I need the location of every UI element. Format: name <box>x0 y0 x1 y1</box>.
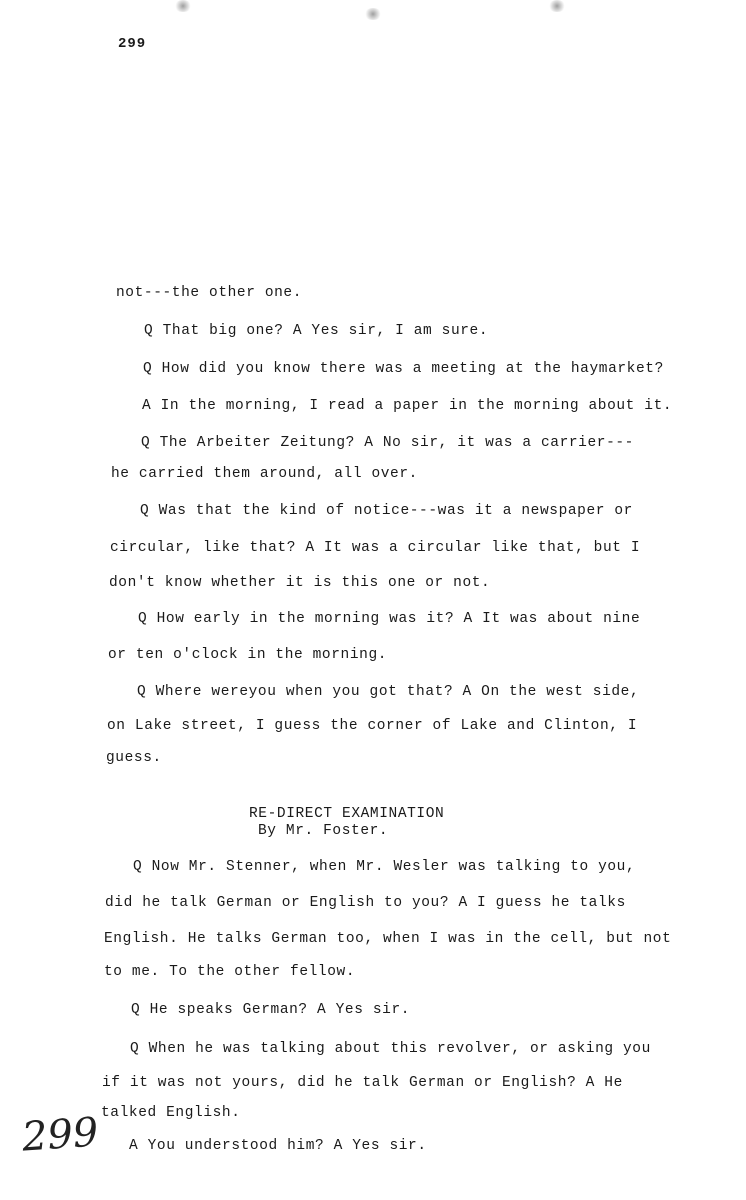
text-line: or ten o'clock in the morning. <box>108 647 388 663</box>
text-line: if it was not yours, did he talk German or English? A He <box>102 1075 623 1091</box>
text-line: did he talk German or English to you? A I guess he talks <box>105 895 626 911</box>
text-line: don't know whether it is this one or not. <box>109 575 491 591</box>
page-number: 299 <box>118 36 147 52</box>
scan-smudge <box>174 0 192 12</box>
scan-smudge <box>548 0 566 12</box>
text-line: talked English. <box>101 1105 241 1121</box>
text-line: A You understood him? A Yes sir. <box>129 1138 427 1154</box>
text-line: Q Where wereyou when you got that? A On the west side, <box>137 684 640 700</box>
text-line: to me. To the other fellow. <box>104 964 356 980</box>
text-line: Q How early in the morning was it? A It was about nine <box>138 611 641 627</box>
text-line: circular, like that? A It was a circular like that, but I <box>110 540 641 556</box>
section-subheading: By Mr. Foster. <box>258 823 389 839</box>
text-line: Q The Arbeiter Zeitung? A No sir, it was a carrier--- <box>141 435 634 451</box>
text-line: Q Now Mr. Stenner, when Mr. Wesler was talking to you, <box>133 859 636 875</box>
text-line: English. He talks German too, when I was in the cell, but not <box>104 931 672 947</box>
scan-smudge <box>364 8 382 20</box>
text-line: Q When he was talking about this revolver, or asking you <box>130 1041 651 1057</box>
text-line: A In the morning, I read a paper in the morning about it. <box>142 398 673 414</box>
text-line: Q He speaks German? A Yes sir. <box>131 1002 411 1018</box>
text-line: Q Was that the kind of notice---was it a newspaper or <box>140 503 633 519</box>
text-line: he carried them around, all over. <box>111 466 418 482</box>
text-line: not---the other one. <box>116 285 303 301</box>
text-line: Q That big one? A Yes sir, I am sure. <box>144 323 489 339</box>
text-line: on Lake street, I guess the corner of Lake and Clinton, I <box>107 718 638 734</box>
text-line: Q How did you know there was a meeting at the haymarket? <box>143 361 664 377</box>
handwritten-page-number: 299 <box>20 1109 100 1161</box>
section-heading: RE-DIRECT EXAMINATION <box>249 806 445 822</box>
text-line: guess. <box>106 750 162 766</box>
